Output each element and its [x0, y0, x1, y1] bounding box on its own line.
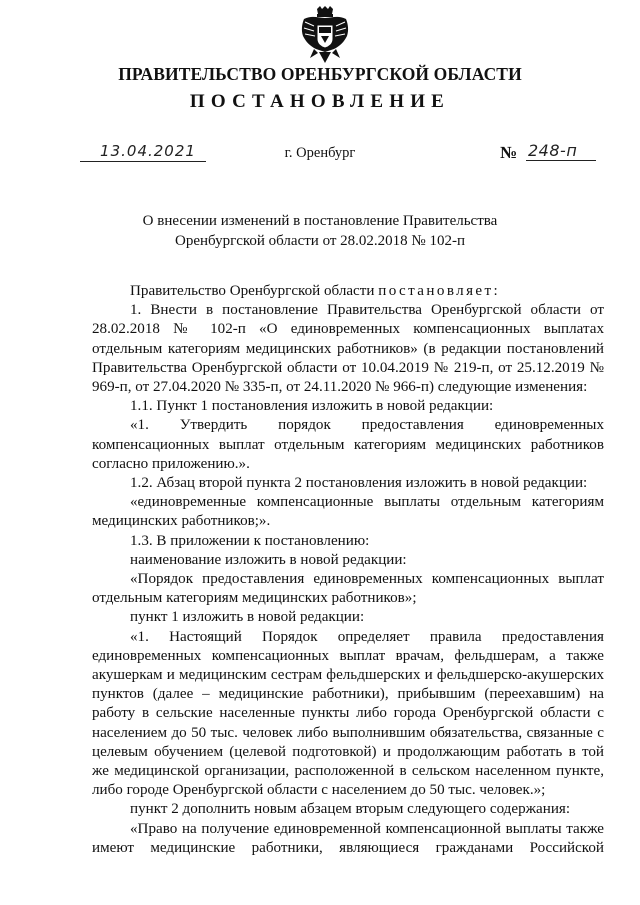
- organization-title: ПРАВИТЕЛЬСТВО ОРЕНБУРГСКОЙ ОБЛАСТИ: [118, 64, 522, 84]
- document-body: [92, 282, 604, 858]
- number-underline: [526, 160, 596, 161]
- intro-lead: Правительство Оренбургской области: [130, 283, 379, 299]
- subject-line-2: Оренбургской области от 28.02.2018 № 102-п: [174, 233, 466, 249]
- intro-resolves: постановляет:: [378, 283, 501, 299]
- subject-line-1: О внесении изменений в постановление Правительства: [142, 213, 498, 229]
- body-paragraph: «1. Утвердить порядок предоставления единовременных компенсационных выплат отдельным категориям медицинских работников согласно приложению.».: [92, 417, 604, 472]
- document-type-title: ПОСТАНОВЛЕНИЕ: [189, 91, 451, 112]
- body-paragraph: наименование изложить в новой редакции:: [130, 551, 407, 568]
- body-paragraph: 1.1. Пункт 1 постановления изложить в новой редакции:: [130, 398, 494, 415]
- intro-paragraph: [92, 282, 604, 301]
- body-paragraph: 1. Внести в постановление Правительства Оренбургской области от 28.02.2018 № 102-п «О единовременных компенсационных выплатах отдельным категориям медицинских работников» (в редакции постановлений Правительства Оренбургской области от 10.04.2019 № 219-п, от 25.12.2019 № 969-п, от 27.04.2020 № 335-п, от 24.11.2020 № 966-п) следующие изменения:: [92, 302, 604, 396]
- body-paragraph: пункт 2 дополнить новым абзацем вторым следующего содержания:: [130, 801, 571, 818]
- number-sign: №: [500, 143, 518, 162]
- body-paragraph: «1. Настоящий Порядок определяет правила предоставления единовременных компенсационных выплат врачам, фельдшерам, а также акушеркам и медицинским сестрам фельдшерских и фельдшерско-акушерских пунктов (далее – медицинские работники), прибывшим (переехавшим) на работу в сельские населенные пункты либо города Оренбургской области с населением до 50 тыс. человек либо выполнившим обязательства, связанные с целевым обучением (целевой подготовкой) и продолжающим работать в той же медицинской организации, расположенной в сельском населенном пункте, либо городе Оренбургской области с населением до 50 тыс. человек.»;: [92, 628, 604, 799]
- body-paragraph: 1.3. В приложении к постановлению:: [130, 532, 370, 549]
- document-number: 248-п: [528, 141, 578, 160]
- body-paragraph: 1.2. Абзац второй пункта 2 постановления изложить в новой редакции:: [130, 475, 588, 492]
- body-paragraph: «единовременные компенсационные выплаты отдельным категориям медицинских работников;».: [92, 494, 604, 530]
- body-paragraph: «Порядок предоставления единовременных компенсационных выплат отдельным категориям медицинских работников»;: [92, 571, 604, 607]
- body-paragraph: «Право на получение единовременной компенсационной выплаты также имеют медицинские работники, являющиеся гражданами Российской: [92, 820, 604, 856]
- document-subject: [0, 211, 640, 251]
- body-paragraph: пункт 1 изложить в новой редакции:: [130, 609, 365, 626]
- document-number-block: [500, 140, 600, 164]
- document-date: 13.04.2021: [100, 142, 196, 160]
- document-city: г. Оренбург: [284, 145, 356, 161]
- coat-of-arms-emblem: [298, 6, 352, 64]
